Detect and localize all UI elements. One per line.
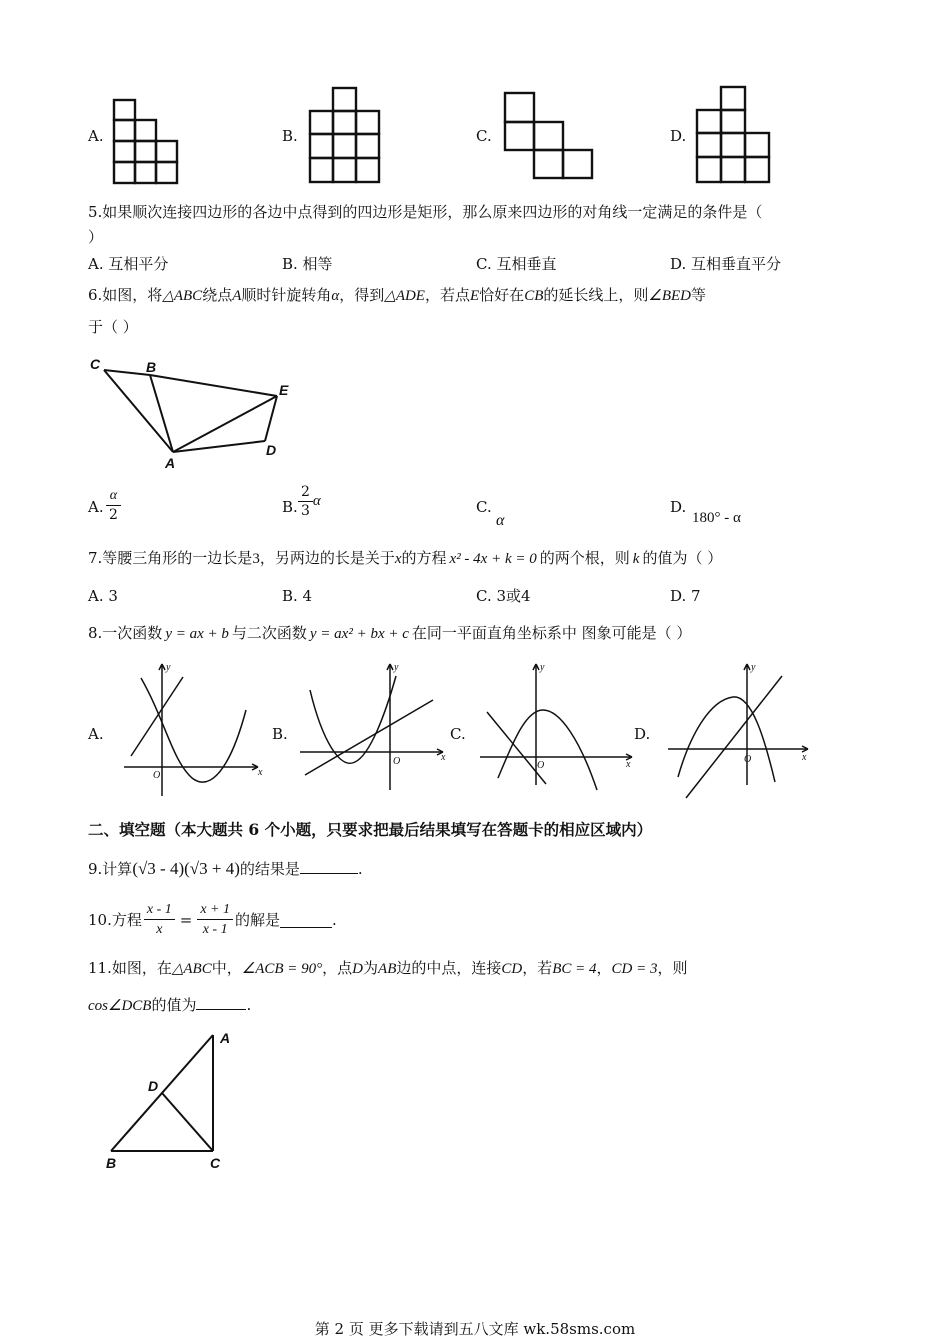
q11-label-a: A [220, 1030, 231, 1046]
q9-expression: (√3 - 4)(√3 + 4) [132, 859, 240, 878]
q10-right-numerator: x + 1 [200, 902, 230, 917]
q6-point-e: E [470, 288, 480, 304]
q7-var-x: x [394, 551, 402, 567]
q11-text: 的值为 [151, 996, 197, 1014]
q10-period: . [332, 910, 337, 929]
q8-text: 与二次函数 [231, 624, 307, 642]
q7-number-3: 3 [252, 551, 260, 567]
q7-text: ，另两边的长是关于 [259, 549, 395, 567]
q6-label-a: A [165, 455, 176, 471]
q11-label-b: B [106, 1155, 117, 1171]
q6-stem-line2: 于（ ） [88, 318, 138, 336]
q11-text: ，则 [657, 959, 688, 977]
q6-point-a: A [232, 288, 242, 304]
q5-option-d: D. 互相垂直平分 [670, 255, 782, 273]
q4-option-a-label: A. [88, 127, 104, 145]
q5-option-a: A. 互相平分 [88, 255, 169, 273]
q6-text: 的延长线上，则 [543, 286, 649, 304]
q7-equation: x² - 4x + k = 0 [449, 551, 537, 567]
q8-a-axis-x: x [258, 767, 263, 778]
q11-cd-value: CD = 3 [611, 961, 658, 977]
q6-option-b-num: 2 [298, 483, 313, 502]
q6-text: ，得到 [339, 286, 385, 304]
q6-triangle-abc: △ABC [162, 288, 203, 304]
q7-text: 7.等腰三角形的一边长是 [88, 549, 253, 567]
q8-d-origin: O [744, 754, 752, 765]
q8-b-axis-y: y [394, 662, 399, 673]
page-footer: 第 2 页 更多下载请到五八文库 wk.58sms.com [314, 1320, 636, 1338]
q11-text: 中， [211, 959, 242, 977]
q10-equals: = [179, 910, 193, 929]
q8-b-origin: O [393, 756, 401, 767]
q9-period: . [357, 860, 363, 878]
q7-option-a: A. 3 [88, 587, 118, 605]
q11-label-d: D [148, 1078, 159, 1094]
q11-period: . [246, 996, 252, 1014]
q6-option-a-label: A. [88, 498, 104, 516]
q5-stem-line2: ） [88, 228, 104, 246]
q8-c-axis-x: x [626, 759, 631, 770]
q6-segment-cb: CB [524, 288, 544, 304]
q6-option-c-label: C. [476, 498, 492, 516]
q11-angle-acb: ∠ACB = 90° [241, 961, 323, 977]
q11-line-dc [162, 1093, 213, 1151]
q8-option-a-label: A. [88, 725, 104, 743]
q6-option-b-label: B. [282, 498, 298, 516]
q10-text: 的解是 [235, 911, 281, 929]
q5-stem-line1: 5.如果顺次连接四边形的各边中点得到的四边形是矩形，那么原来四边形的对角线一定满足的条件是（ [88, 203, 763, 221]
q6-option-b-alpha: α [312, 493, 321, 509]
q6-label-e: E [279, 382, 289, 398]
q10-left-numerator: x - 1 [146, 902, 172, 917]
q6-text: 6.如图，将 [88, 286, 163, 304]
q11-text: 11.如图，在 [88, 959, 172, 977]
q7-var-k: k [632, 551, 640, 567]
q7-option-b: B. 4 [282, 587, 313, 605]
q8-a-origin: O [153, 770, 161, 781]
q8-option-c-label: C. [450, 725, 466, 743]
q7-text: 的值为（ ） [642, 549, 723, 567]
q4-option-b-label: B. [282, 127, 298, 145]
q5-option-b: B. 相等 [282, 255, 333, 273]
q6-option-c-alpha: α [496, 512, 505, 529]
q8-text: 8.一次函数 [88, 624, 163, 642]
q8-option-b-label: B. [272, 725, 288, 743]
q6-text: 等 [690, 286, 706, 304]
q11-cos-expression: cos∠DCB [88, 998, 152, 1014]
q6-text: ，若点 [424, 286, 470, 304]
q8-option-d-label: D. [634, 725, 651, 743]
q6-label-b: B [146, 359, 157, 375]
q11-text: 为 [363, 959, 379, 977]
q7-option-d: D. 7 [670, 587, 701, 605]
q8-c-origin: O [537, 760, 545, 771]
q11-text: ，点 [322, 959, 353, 977]
q6-text: 绕点 [202, 286, 233, 304]
q6-option-d-label: D. [670, 498, 687, 516]
q11-point-d: D [352, 961, 364, 977]
q6-triangle-ade: △ADE [384, 288, 425, 304]
q11-text: ， [596, 959, 612, 977]
q8-text: 在同一平面直角坐标系中 图象可能是（ ） [411, 624, 692, 642]
q11-text: ，若 [522, 959, 553, 977]
section2-heading: 二、填空题（本大题共 6 个小题，只要求把最后结果填写在答题卡的相应区域内） [88, 820, 653, 839]
q6-alpha: α [331, 288, 340, 304]
q11-triangle-abc: △ABC [171, 961, 212, 977]
q6-label-c: C [90, 356, 101, 372]
q6-text: 顺时针旋转角 [241, 286, 332, 304]
q5-option-c: C. 互相垂直 [476, 255, 557, 273]
q6-label-d: D [266, 442, 277, 458]
q8-quadratic-function: y = ax² + bx + c [309, 626, 409, 642]
q9-text: 的结果是 [239, 860, 300, 878]
q10-text: 10.方程 [88, 911, 142, 929]
q11-segment-ab: AB [378, 961, 397, 977]
q7-text: 的两个根，则 [539, 549, 630, 567]
q6-option-a-num: α [109, 488, 118, 503]
q4-option-d-label: D. [670, 127, 687, 145]
q8-d-axis-x: x [802, 752, 807, 763]
q6-option-d: 180° - α [692, 510, 741, 526]
q9-text: 9.计算 [88, 860, 133, 878]
q6-option-a-den: 2 [109, 507, 118, 523]
q8-c-axis-y: y [540, 662, 545, 673]
q11-bc-value: BC = 4 [552, 961, 597, 977]
q6-option-b-den: 3 [301, 503, 310, 519]
q8-a-axis-y: y [166, 662, 171, 673]
q6-angle-bed: ∠BED [648, 288, 691, 304]
q10-right-denominator: x - 1 [202, 922, 228, 937]
q11-label-c: C [210, 1155, 221, 1171]
q11-text: 边的中点，连接 [396, 959, 502, 977]
q8-d-axis-y: y [751, 662, 756, 673]
q8-linear-function: y = ax + b [165, 626, 229, 642]
q7-option-c: C. 3或4 [476, 587, 531, 605]
q8-b-axis-x: x [441, 752, 446, 763]
q6-text: 恰好在 [479, 286, 525, 304]
q10-left-denominator: x [156, 922, 163, 937]
q11-segment-cd: CD [501, 961, 523, 977]
q7-text: 的方程 [401, 549, 447, 567]
q4-option-c-label: C. [476, 127, 492, 145]
